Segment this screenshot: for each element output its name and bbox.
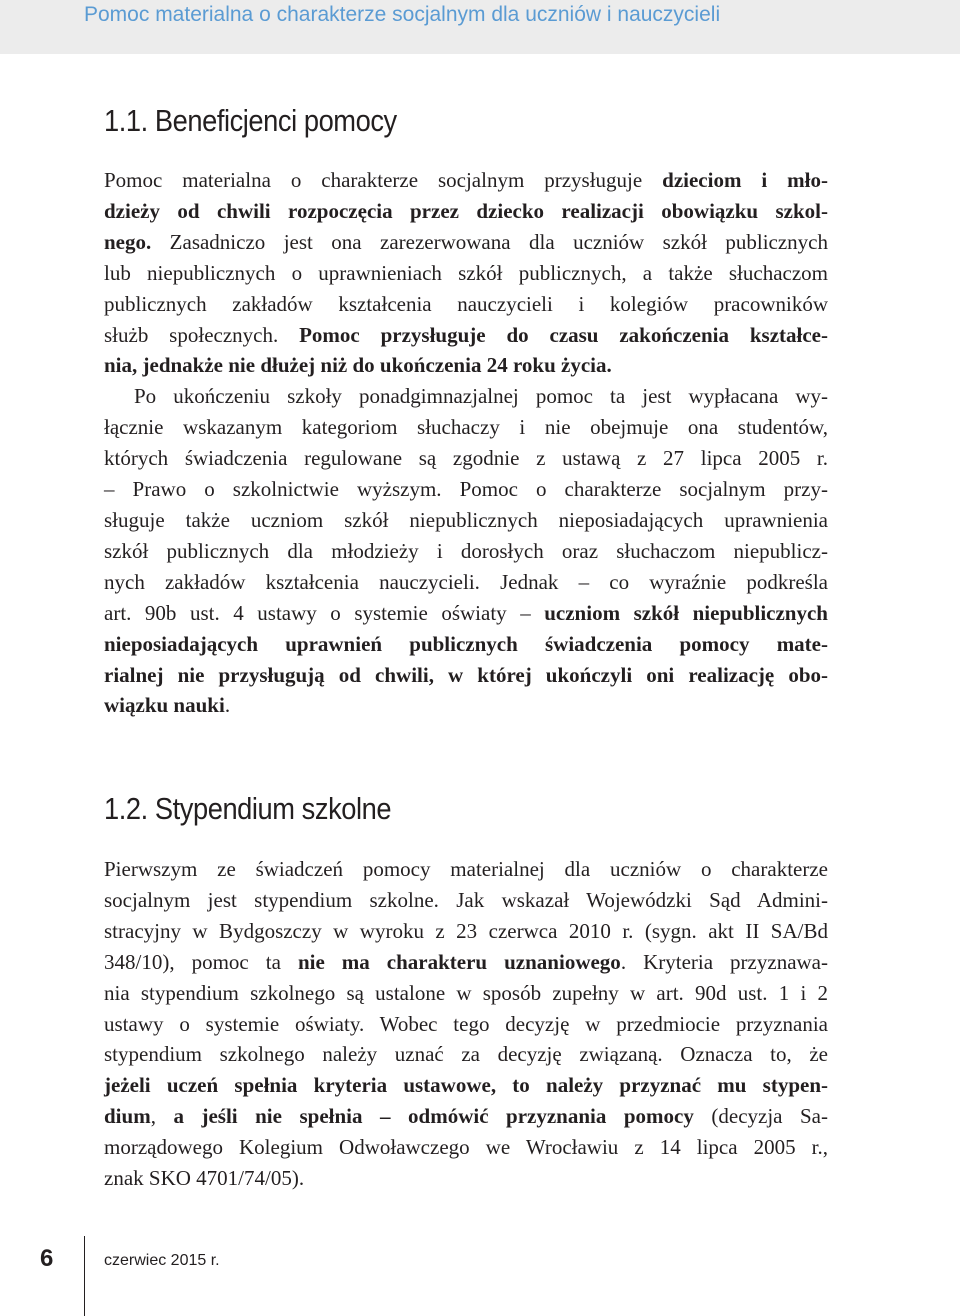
text-line: [104, 505, 828, 536]
text-run: Pomoc materialna o charakterze socjalnym przysługuje: [104, 168, 663, 192]
text-run: których świadczenia regulowane są zgodnie z ustawą z 27 lipca 2005 r.: [104, 446, 828, 471]
text-line: [104, 1132, 828, 1163]
text-run: publicznych zakładów kształcenia nauczycieli i kolegiów pracowników: [104, 291, 828, 316]
text-line: [104, 1163, 828, 1194]
text-run: Zasadniczo jest ona zarezerwowana dla uczniów szkół publicznych: [151, 229, 828, 254]
section-body-stypendium: [104, 854, 828, 1194]
text-line: [104, 412, 828, 443]
text-line: [104, 1039, 828, 1070]
text-run-bold: a jeśli nie spełnia – odmówić przyznania pomocy: [173, 1104, 694, 1129]
section-body-beneficjenci: [104, 165, 828, 721]
text-run-bold: dium: [104, 1104, 151, 1129]
footer-divider: [84, 1236, 85, 1316]
text-line: [104, 916, 828, 947]
text-run: morządowego Kolegium Odwoławczego we Wrocławiu z 14 lipca 2005 r.,: [104, 1135, 828, 1160]
text-run: stypendium szkolnego należy uznać za decyzję związaną. Oznacza to, że: [104, 1042, 828, 1067]
running-header-title: Pomoc materialna o charakterze socjalnym dla uczniów i nauczycieli: [84, 3, 721, 26]
text-line: [104, 227, 828, 258]
text-line: [104, 885, 828, 916]
text-run: służb społecznych.: [104, 322, 300, 347]
text-line: [104, 165, 828, 196]
text-line: [104, 629, 828, 660]
text-run: lub niepublicznych o uprawnieniach szkół publicznych, a także słuchaczom: [104, 260, 828, 285]
footer-date: czerwiec 2015 r.: [104, 1252, 220, 1269]
text-run-bold: nego.: [104, 229, 152, 254]
running-header: [0, 0, 960, 54]
page-number: 6: [40, 1245, 54, 1272]
text-run-bold: dzieciom i mło-: [662, 168, 828, 192]
text-line: [104, 320, 828, 351]
text-run-bold: jeżeli uczeń spełnia kryteria ustawowe, to należy przyznać mu stypen-: [104, 1073, 828, 1098]
text-run: .: [224, 693, 231, 718]
text-run: sługuje także uczniom szkół niepublicznych nieposiadających uprawnienia: [104, 507, 828, 532]
text-run: znak SKO 4701/74/05).: [104, 1166, 305, 1191]
text-line: [104, 567, 828, 598]
text-run: Pierwszym ze świadczeń pomocy materialnej dla uczniów o charakterze: [104, 857, 828, 881]
text-line: [104, 474, 828, 505]
text-run: socjalnym jest stypendium szkolne. Jak wskazał Wojewódzki Sąd Admini-: [104, 887, 828, 912]
text-line: [104, 690, 828, 721]
text-run: nych zakładów kształcenia nauczycieli. Jednak – co wyraźnie podkreśla: [104, 569, 828, 594]
text-line: [104, 1009, 828, 1040]
text-line: [104, 947, 828, 978]
text-run-bold: nia, jednakże nie dłużej niż do ukończenia 24 roku życia.: [104, 353, 612, 378]
text-run-bold: rialnej nie przysługują od chwili, w której ukończyli oni realizację obo-: [104, 662, 828, 687]
text-run: ,: [150, 1104, 174, 1129]
text-run: nia stypendium szkolnego są ustalone w sposób zupełny w art. 90d ust. 1 i 2: [104, 980, 828, 1005]
text-run-bold: Pomoc przysługuje do czasu zakończenia kształce-: [299, 322, 828, 347]
text-line: [104, 854, 828, 885]
text-line: [104, 443, 828, 474]
text-run: art. 90b ust. 4 ustawy o systemie oświaty –: [104, 600, 545, 625]
text-run-bold: nie ma charakteru uznaniowego: [297, 949, 621, 974]
text-run: 348/10), pomoc ta: [104, 949, 298, 974]
text-run-bold: dzieży od chwili rozpoczęcia przez dziecko realizacji obowiązku szkol-: [104, 198, 828, 223]
text-run: łącznie wskazanym kategoriom słuchaczy i nie obejmuje ona studentów,: [104, 415, 828, 440]
text-run-bold: wiązku nauki: [104, 693, 225, 718]
text-line: [104, 258, 828, 289]
text-run: Po ukończeniu szkoły ponadgimnazjalnej pomoc ta jest wypłacana wy-: [134, 384, 828, 409]
text-run: – Prawo o szkolnictwie wyższym. Pomoc o charakterze socjalnym przy-: [104, 477, 828, 502]
text-line: [104, 598, 828, 629]
text-run: ustawy o systemie oświaty. Wobec tego decyzję w przedmiocie przyznania: [104, 1011, 828, 1036]
section-heading-stypendium: 1.2. Stypendium szkolne: [104, 791, 392, 826]
text-line: [104, 978, 828, 1009]
text-run: stracyjny w Bydgoszczy w wyroku z 23 czerwca 2010 r. (sygn. akt II SA/Bd: [104, 918, 828, 943]
text-line: [104, 381, 828, 412]
text-line: [104, 196, 828, 227]
text-line: [104, 660, 828, 691]
text-line: [104, 536, 828, 567]
text-line: [104, 1101, 828, 1132]
text-run: szkół publicznych dla młodzieży i dorosłych oraz słuchaczom niepublicz-: [104, 538, 828, 563]
text-line: [104, 350, 828, 381]
text-line: [104, 1070, 828, 1101]
text-run-bold: nieposiadających uprawnień publicznych świadczenia pomocy mate-: [104, 631, 828, 656]
text-line: [104, 289, 828, 320]
section-heading-beneficjenci: 1.1. Beneficjenci pomocy: [104, 103, 397, 138]
text-run: . Kryteria przyznawa-: [620, 949, 828, 974]
text-run-bold: uczniom szkół niepublicznych: [544, 600, 828, 625]
text-run: (decyzja Sa-: [693, 1104, 829, 1129]
